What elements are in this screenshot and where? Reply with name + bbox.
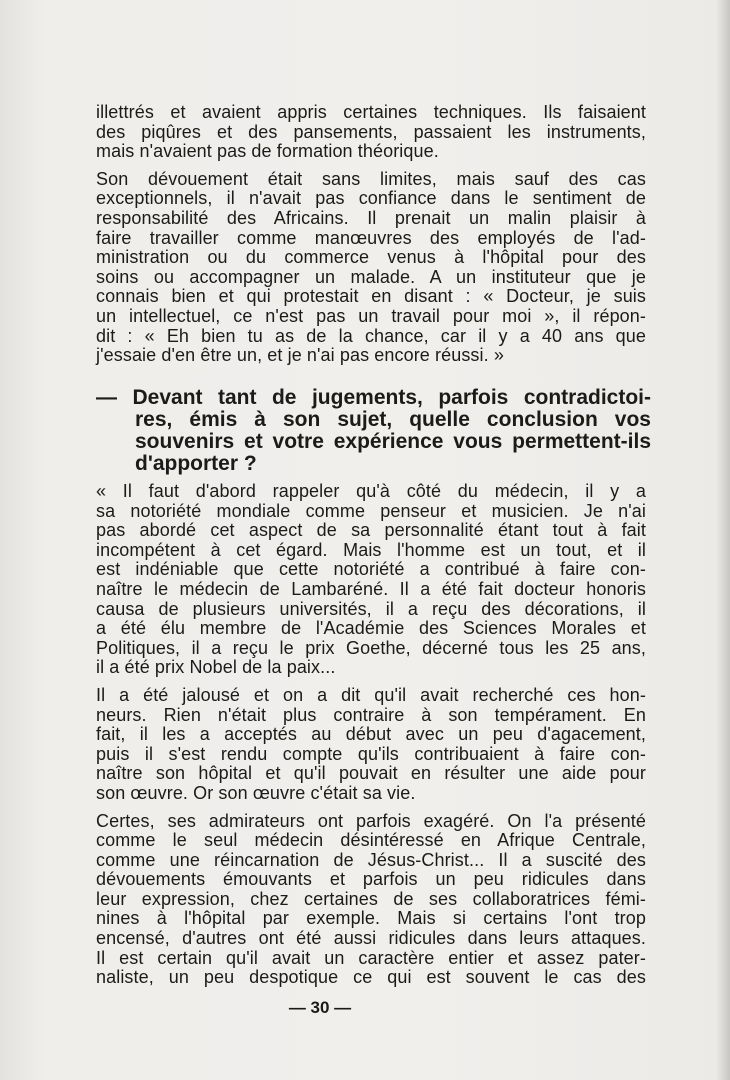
- body-text-top: [96, 103, 646, 366]
- text-line: naître le médecin de Lambaréné. Il a été fait docteur honoris: [96, 578, 646, 599]
- question-line: res, émis à son sujet, quelle conclusion vos: [135, 408, 651, 431]
- text-line: puis il s'est rendu compte qu'ils contribuaient à faire con-: [96, 743, 646, 764]
- text-line: il a été prix Nobel de la paix...: [96, 657, 336, 678]
- text-line: sa notoriété mondiale comme penseur et musicien. Je n'ai: [96, 500, 646, 521]
- text-line: illettrés et avaient appris certaines techniques. Ils faisaient: [96, 102, 646, 122]
- text-line: naître son hôpital et qu'il pouvait en résulter une aide pour: [96, 763, 646, 784]
- text-line: un intellectuel, ce n'est pas un travail pour moi », il répon-: [96, 305, 646, 326]
- question-line: d'apporter ?: [135, 452, 257, 475]
- page-number: — 30 —: [288, 998, 352, 1017]
- text-line: Son dévouement était sans limites, mais sauf des cas: [96, 168, 646, 189]
- text-line: causa de plusieurs universités, il a reçu des décorations, il: [96, 598, 646, 619]
- question-line: — Devant tant de jugements, parfois contradictoi-: [96, 386, 651, 409]
- text-line: dit : « Eh bien tu as de la chance, car il y a 40 ans que: [96, 325, 646, 346]
- text-line: responsabilité des Africains. Il prenait un malin plaisir à: [96, 207, 646, 228]
- text-line: son œuvre. Or son œuvre c'était sa vie.: [96, 782, 416, 803]
- text-line: Il est certain qu'il avait un caractère entier et assez pater-: [96, 947, 646, 968]
- page-gutter-shadow: [716, 0, 730, 1080]
- text-line: comme une réincarnation de Jésus-Christ... Il a suscité des: [96, 849, 646, 870]
- text-line: pas abordé cet aspect de sa personnalité étant tout à fait: [96, 520, 646, 541]
- text-line: a été élu membre de l'Académie des Sciences Morales et: [96, 618, 646, 639]
- text-line: ministration ou du commerce venus à l'hôpital pour des: [96, 247, 646, 268]
- interview-question: [96, 387, 651, 475]
- text-line: leur expression, chez certaines de ses collaboratrices fémi-: [96, 888, 646, 909]
- text-line: exceptionnels, il n'avait pas confiance dans le sentiment de: [96, 188, 646, 209]
- text-line: Politiques, il a reçu le prix Goethe, décerné tous les 25 ans,: [96, 637, 646, 658]
- text-line: encensé, d'autres ont été aussi ridicules dans leurs attaques.: [96, 928, 646, 949]
- text-line: faire travailler comme manœuvres des employés de l'ad-: [96, 227, 646, 248]
- question-line: souvenirs et votre expérience vous permettent-ils: [135, 430, 651, 453]
- text-line: des piqûres et des pansements, passaient les instruments,: [96, 121, 646, 142]
- text-line: soins ou accompagner un malade. A un instituteur que je: [96, 266, 646, 287]
- text-line: incompétent à cet égard. Mais l'homme est un tout, et il: [96, 539, 646, 560]
- text-line: comme le seul médecin désintéressé en Afrique Centrale,: [96, 830, 646, 851]
- text-line: j'essaie d'en être un, et je n'ai pas encore réussi. »: [96, 345, 504, 366]
- body-text-answer: [96, 482, 646, 988]
- text-line: dévouements émouvants et parfois un peu ridicules dans: [96, 869, 646, 890]
- text-line: « Il faut d'abord rappeler qu'à côté du médecin, il y a: [96, 481, 646, 501]
- text-line: est indéniable que cette notoriété a contribué à faire con-: [96, 559, 646, 580]
- text-line: mais n'avaient pas de formation théorique.: [96, 141, 439, 162]
- text-line: nines à l'hôpital par exemple. Mais si certains l'ont trop: [96, 908, 646, 929]
- text-line: Certes, ses admirateurs ont parfois exagéré. On l'a présenté: [96, 810, 646, 831]
- text-line: fait, il les a acceptés au début avec un peu d'agacement,: [96, 724, 646, 745]
- text-line: neurs. Rien n'était plus contraire à son tempérament. En: [96, 704, 646, 725]
- text-line: naliste, un peu despotique ce qui est souvent le cas des: [96, 967, 646, 988]
- text-line: connais bien et qui protestait en disant : « Docteur, je suis: [96, 286, 646, 307]
- text-line: Il a été jalousé et on a dit qu'il avait recherché ces hon-: [96, 684, 646, 705]
